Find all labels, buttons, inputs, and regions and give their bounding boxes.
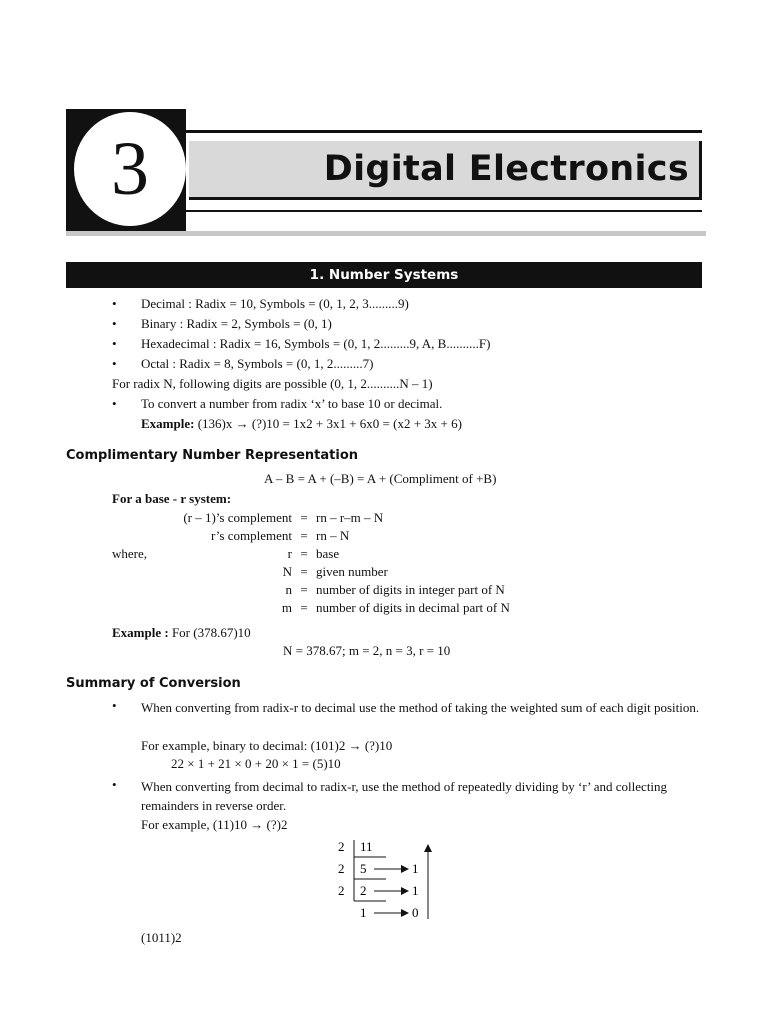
list-item: • — [112, 296, 117, 311]
def-eq: = — [300, 582, 308, 597]
complement-example-text: For (378.67)10 — [171, 625, 251, 640]
list-item-text: Octal : Radix = 8, Symbols = (0, 1, 2.........7) — [141, 356, 374, 371]
remainder: 1 — [412, 861, 419, 876]
complement-identity: A – B = A + (–B) = A + (Compliment of +B) — [264, 471, 497, 486]
table-row — [172, 581, 510, 599]
def-lhs: (r – 1)’s complement — [183, 510, 292, 525]
chapter-title: Digital Electronics — [323, 149, 689, 189]
summary-heading: Summary of Conversion — [66, 676, 241, 691]
summary-bullet-2: When converting from decimal to radix-r, use the method of repeatedly dividing by ‘r’ and collecting remainders in reverse order. — [141, 779, 668, 813]
header-rule-top — [186, 130, 702, 133]
quotient: 2 — [360, 883, 367, 898]
list-item: • — [112, 698, 117, 713]
example-label: Example: — [141, 416, 195, 431]
summary-result: (1011)2 — [141, 930, 182, 945]
list-item-text: Binary : Radix = 2, Symbols = (0, 1) — [141, 316, 332, 331]
base-label: For a base - r system: — [112, 491, 232, 506]
def-rhs: base — [316, 546, 340, 561]
summary-example-2: For example, (11)10 → (?)2 — [141, 817, 288, 832]
table-row — [172, 527, 510, 545]
list-item-text: Hexadecimal : Radix = 16, Symbols = (0, 1, 2.........9, A, B..........F) — [141, 336, 491, 351]
divisor: 2 — [338, 839, 345, 854]
division-diagram — [330, 835, 440, 925]
remainder: 0 — [412, 905, 419, 920]
def-lhs: r’s complement — [211, 528, 292, 543]
list-item-text: Decimal : Radix = 10, Symbols = (0, 1, 2, 3.........9) — [141, 296, 409, 311]
quotient: 11 — [360, 839, 373, 854]
remainder: 1 — [412, 883, 419, 898]
def-lhs: N — [282, 564, 292, 579]
def-rhs: rn – r–m – N — [316, 510, 384, 525]
def-rhs: given number — [316, 564, 388, 579]
def-rhs: number of digits in integer part of N — [316, 582, 505, 597]
complement-example-label: Example : — [112, 625, 169, 640]
where-label: where, — [112, 546, 148, 561]
summary-calc-1: 22 × 1 + 21 × 0 + 20 × 1 = (5)10 — [171, 756, 341, 771]
quotient: 5 — [360, 861, 367, 876]
complement-definitions — [172, 509, 510, 617]
def-lhs: n — [285, 582, 292, 597]
list-item: • — [112, 316, 117, 331]
example-text: (136)x → (?)10 = 1x2 + 3x1 + 6x0 = (x2 + 3x + 6) — [197, 416, 462, 431]
table-row — [172, 509, 510, 527]
header-rule-bottom — [66, 231, 706, 236]
radix-note: For radix N, following digits are possible (0, 1, 2..........N – 1) — [112, 376, 433, 391]
chapter-title-box — [189, 141, 702, 200]
table-row — [172, 545, 510, 563]
def-lhs: m — [281, 600, 292, 615]
def-lhs: r — [287, 546, 292, 561]
complement-heading: Complimentary Number Representation — [66, 448, 359, 463]
list-item: • — [112, 777, 117, 792]
def-eq: = — [300, 564, 308, 579]
def-eq: = — [300, 546, 308, 561]
section-title: 1. Number Systems — [66, 262, 702, 288]
table-row — [172, 563, 510, 581]
summary-example-1: For example, binary to decimal: (101)2 → (?)10 — [141, 738, 393, 753]
quotient: 1 — [360, 905, 367, 920]
complement-example-values: N = 378.67; m = 2, n = 3, r = 10 — [283, 643, 451, 658]
list-item: • — [112, 336, 117, 351]
divisor: 2 — [338, 861, 345, 876]
list-item: • — [112, 356, 117, 371]
def-eq: = — [300, 510, 308, 525]
header-rule-mid — [186, 210, 702, 212]
def-eq: = — [300, 600, 308, 615]
list-item: • — [112, 396, 117, 411]
summary-bullet-1: When converting from radix-r to decimal use the method of taking the weighted sum of each digit position. — [141, 700, 700, 715]
def-rhs: number of digits in decimal part of N — [316, 600, 510, 615]
convert-bullet: To convert a number from radix ‘x’ to base 10 or decimal. — [141, 396, 443, 411]
divisor: 2 — [338, 883, 345, 898]
def-rhs: rn – N — [316, 528, 350, 543]
chapter-number: 3 — [74, 112, 186, 226]
table-row — [172, 599, 510, 617]
def-eq: = — [300, 528, 308, 543]
